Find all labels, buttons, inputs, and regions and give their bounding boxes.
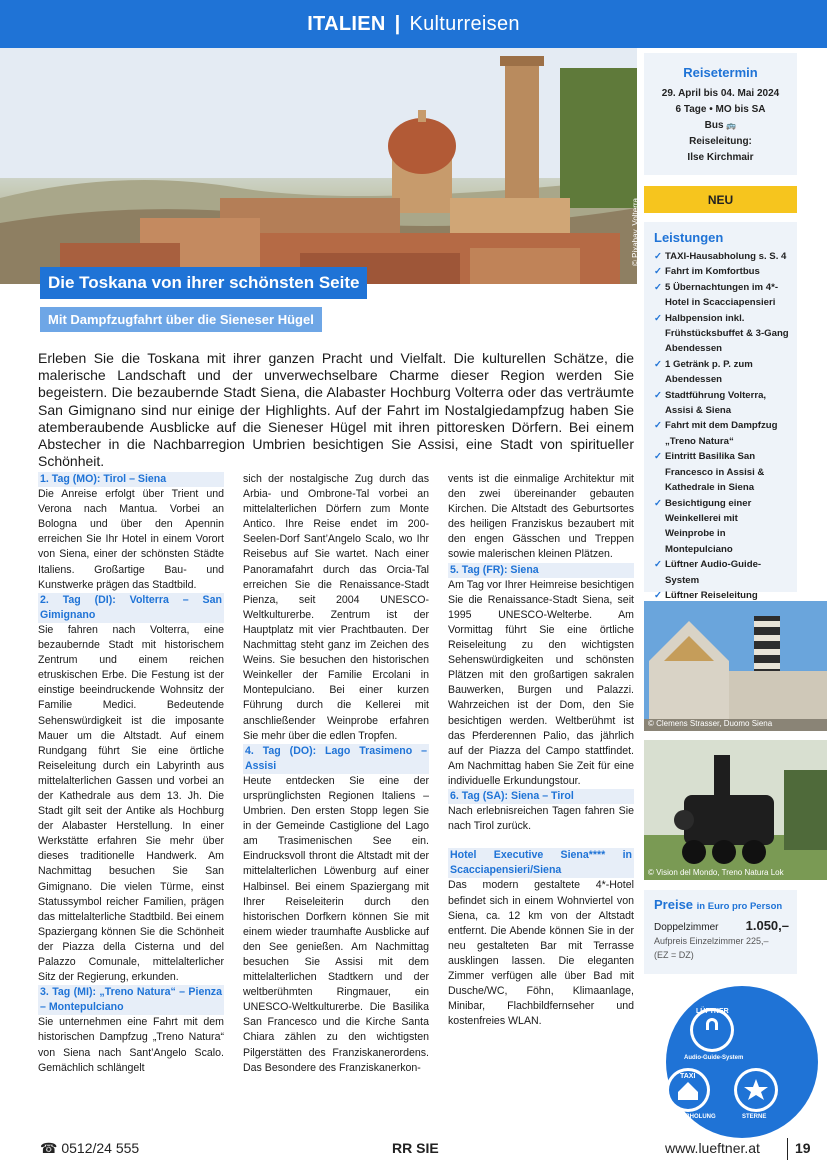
travel-dates-box [644,53,797,175]
day5-text: Am Tag vor Ihrer Heimreise besichtigen Sie die Renaissance-Stadt Siena, seit 1995 UNESCO-Welterbe. Am Vormittag führt Sie eine örtliche Reiseleitung zu den wichtigsten Sehenswürdigkeiten und schönsten Plätzen mit den großartigen sakralen Bauwerken, Burgen und Palazzi. Wahrzeichen ist der Dom, den Sie besichtigen werden. Weltberühmt ist das Pferderennen Palio, das jährlich auf der Piazza del Campo stattfindet. Am Nachmittag haben Sie Zeit für eine individuelle Erkundungstour. [448,578,634,787]
day3-text-part2: sich der nostalgische Zug durch das Arbia- und Ombrone-Tal vorbei an mittelalterlichen Dörfern zum Monte Antico. Ihre Reise endet im 200-Seelen-Dorf Sant’Angelo Scalo, wo Ihr Reisebus auf Sie wartet. Nach einer Panoramafahrt durch das Orcia-Tal erreichen Sie die Renaissance-Stadt Pienza, seit 2004 UNESCO-Weltkulturerbe. Zentrum ist der Hauptplatz mit vier Prachtbauten. Der Nachmittag steht ganz im Zeichen des Weins. Sie besuchen den historischen Weinkeller der Familie Ercolani in Montepulciano. Bei einer kurzen Führung durch die Kellerei mit anschließender Weinprobe erfahren Sie mehr über die edlen Tropfen. [243,473,429,742]
price-single-supplement: Aufpreis Einzelzimmer 225,– [654,936,769,946]
itinerary-column-3 [448,472,634,1029]
hero-photo-credit: © Pixabay, Volterra [631,198,640,266]
footer-divider [787,1138,788,1160]
price-row-double [654,918,789,933]
page-title: Die Toskana von ihrer schönsten Seite [40,267,367,299]
price-double-label: Doppelzimmer [654,922,719,933]
day5-heading: 5. Tag (FR): Siena [448,563,634,578]
train-illustration [644,740,827,880]
price-double-value: 1.050,– [745,918,789,933]
bus-icon: 🚌 [726,121,737,130]
day2-heading: 2. Tag (DI): Volterra – San Gimignano [38,593,224,623]
header-category: Kulturreisen [409,12,520,35]
day1-text: Die Anreise erfolgt über Trient und Verona nach Mantua. Vorbei an Bologna und über den Apennin erreichen Sie Ihr Hotel in einem Vorort von Siena, einer der schönsten Städte Italiens. Großartige Bau- und Kunstwerke prägen das Stadtbild. [38,488,224,591]
service-item: ✓ Fahrt mit dem Dampfzug „Treno Natura“ [654,418,789,449]
itinerary-column-2 [243,472,429,1076]
footer-phone [40,1140,139,1157]
page-footer [0,1135,827,1165]
itinerary-column-1 [38,472,224,1076]
service-item: ✓ 1 Getränk p. P. zum Abendessen [654,357,789,388]
service-item: ✓ Lüftner Audio-Guide-System [654,557,789,588]
service-item: ✓ Besichtigung einer Weinkellerei mit Weinprobe in Montepulciano [654,496,789,558]
hotel-text: Das modern gestaltete 4*-Hotel befindet sich in einem Wohnviertel von Siena, ca. 12 km von der Altstadt entfernt. Die Abende können Sie in der neu gestalteten Bar mit Terrasse ausklingen lassen. Die eleganten Zimmer verfügen alle über Bad mit Dusche/WC, Föhn, Klimaanlage, Minibar, Flachbildfernseher und kostenfreies WLAN. [448,879,634,1028]
steam-train-photo [644,740,827,880]
page-subtitle: Mit Dampfzugfahrt über die Sieneser Hügel [40,307,322,332]
day1-heading: 1. Tag (MO): Tirol – Siena [38,472,224,487]
service-item: ✓ Halbpension inkl. Frühstücksbuffet & 3-Gang Abendessen [654,311,789,357]
price-unit: in Euro pro Person [696,901,783,912]
new-badge: NEU [644,186,797,213]
guide-label: Reiseleitung: [689,136,752,147]
services-box [644,222,797,601]
footer-trip-code: RR SIE [392,1140,439,1156]
service-item: ✓ Stadtführung Volterra, Assisi & Siena [654,388,789,419]
hero-illustration [0,48,637,284]
services-list [654,249,789,603]
badge-stars-text: STERNE [742,1114,767,1120]
bus-label: Bus [704,120,724,131]
price-title: Preise [654,897,694,912]
day2-text: Sie fahren nach Volterra, eine bezaubernde Stadt mit historischem Zentrum und einem reichen etruskischen Erbe. Die Festung ist der einstige beeindruckende Wohnsitz der Familie Medici. Bedeutende Sehenswürdigkeit ist die imposante Mauer um die Altstadt. Auf einem Rundgang führt Sie eine örtliche Reiseleitung durch ein Labyrinth aus mittelalterlichen Gassen und vorbei an der Kathedrale aus dem 13. Jh. Die Stadt gilt seit der Antike als Hochburg der Alabaster Herstellung. In einer Werkstätte erfahren Sie mehr über dieses traditionelle Handwerk. Am Nachmittag besuchen Sie San Gimignano. Die vielen Türme, einst Statussymbol reicher Familien, prägen das mittelalterliche Stadtbild. Bei einem Spaziergang können Sie die Schönheit der Piazza della Cisterna und del Palazzo Comunale, mittelalterlicher Sitz der Regierung, erkunden. [38,623,224,984]
badge-taxi-text: HAUSABHOLUNG [664,1114,716,1120]
day6-text: Nach erlebnisreichen Tagen fahren Sie nach Tirol zurück. [448,805,634,833]
page-number: 19 [795,1140,811,1156]
day3-text-part1: Sie unternehmen eine Fahrt mit dem historischen Dampfzug „Treno Natura“ von Siena nach Sant’Angelo Scalo. Gemächlich schlängelt [38,1016,224,1074]
hotel-heading: Hotel Executive Siena**** in Scacciapensieri/Siena [448,848,634,878]
day4-heading: 4. Tag (DO): Lago Trasimeno – Assisi [243,744,429,774]
price-single-note: (EZ = DZ) [654,950,694,960]
intro-text: Erleben Sie die Toskana mit ihrer ganzen Pracht und Vielfalt. Die kulturellen Schätze, die malerische Landschaft und der unverwechselbare Charme dieser Region werden Sie begeistern. Die bezaubernde Stadt Siena, die Alabaster Hochburg Volterra oder das verträumte San Gimignano sind nur einige der Highlights. Auf der Fahrt im Nostalgiedampfzug haben Sie atemberaubende Ausblicke auf die Sieneser Hügel mit ihren pittoresken Dörfern. Bei einem Abstecher in die Nachbarregion Umbrien besichtigen Sie Assisi, eine Stadt von spiritueller Schönheit. [38,350,634,470]
train-caption: © Vision del Mondo, Treno Natura Lok [648,868,784,877]
section-header [0,0,827,48]
header-country: ITALIEN [307,12,386,35]
footer-phone-number: 0512/24 555 [61,1140,140,1156]
duomo-caption: © Clemens Strasser, Duomo Siena [648,719,773,728]
service-item: ✓ Eintritt Basilika San Francesco in Assisi & Kathedrale in Siena [654,449,789,495]
guide-name: Ilse Kirchmair [687,152,754,163]
duomo-siena-photo [644,601,827,731]
badge-taxi-label: TAXI [680,1073,696,1080]
duomo-illustration [644,601,827,731]
price-box [644,890,797,974]
day3-heading: 3. Tag (MI): „Treno Natura“ – Pienza – Montepulciano [38,985,224,1015]
header-separator: | [394,12,401,35]
services-heading: Leistungen [654,230,724,245]
travel-dates-heading: Reisetermin [683,65,758,80]
travel-duration: 6 Tage • MO bis SA [675,104,766,115]
service-item: ✓ TAXI-Hausabholung s. S. 4 [654,249,789,264]
service-item: ✓ 5 Übernachtungen im 4*-Hotel in Scacciapensieri [654,280,789,311]
footer-website[interactable]: www.lueftner.at [665,1140,760,1156]
feature-badges [644,990,827,1130]
hero-photo-volterra [0,48,640,284]
day4-text: Heute entdecken Sie eine der ursprünglichsten Regionen Italiens – Umbrien. Den ersten Stopp legen Sie in der Gemeinde Castiglione del Lago am Trasimenischen See ein. Eindrucksvoll thront die Altstadt mit der mittelalterlichen Löwenburg auf einer Halbinsel. Bei einem Spaziergang mit Ihrer Reiseleiterin durch den historischen Dorfkern können Sie mit einem wieder traumhafte Ausblicke auf den See genießen. Am Nachmittag besuchen Sie Assisi mit dem mittelalterlichen Stadtkern und der weltberühmten Ringmauer, ein UNESCO-Weltkulturerbe. Die Basilika San Francesco und die Kirche Santa Chiara zählen zu den wichtigsten Pilgerstätten des Franziskanerordens. Das Besondere des Franziskanerkon- [243,774,429,1074]
phone-icon: ☎ [40,1140,58,1156]
badge-audio-bottom: Audio-Guide-System [684,1055,744,1061]
travel-dates: 29. April bis 04. Mai 2024 [661,88,780,99]
day4-text-part2: vents ist die einmalige Architektur mit den zwei übereinander gebauten Kirchen. Die Altstadt des Geburtsortes des heiligen Franziskus bezaubert mit den engen Gässchen und Treppen sowie malerischen kleinen Plätzen. [448,473,634,561]
service-item: ✓ Lüftner Reiseleitung [654,588,789,603]
service-item: ✓ Fahrt im Komfortbus [654,264,789,279]
day6-heading: 6. Tag (SA): Siena – Tirol [448,789,634,804]
price-heading [654,897,797,912]
travel-transport [644,118,797,134]
badge-audio-top: LÜFTNER [696,1008,729,1015]
